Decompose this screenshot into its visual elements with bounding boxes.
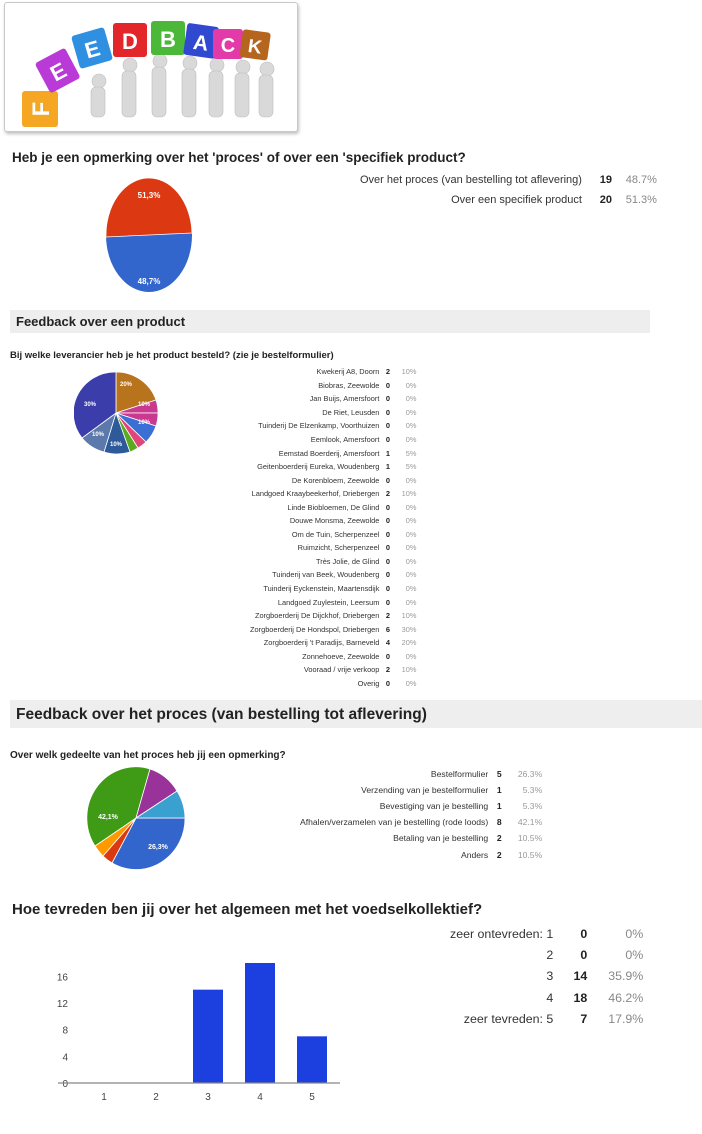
legend-row (300, 814, 542, 830)
question-satisfaction: Hoe tevreden ben jij over het algemeen met het voedselkollektief? (12, 901, 483, 918)
legend-pct: 17.9% (608, 1012, 644, 1027)
legend-pct: 0% (405, 502, 417, 512)
legend-label: Anders (460, 849, 489, 860)
legend-label: 2 (546, 948, 554, 963)
legend-count: 0 (385, 597, 390, 607)
legend-label: Geitenboerderij Eureka, Woudenberg (257, 462, 380, 472)
legend-pct: 0% (405, 421, 417, 431)
svg-text:K: K (246, 35, 264, 59)
legend-pct: 5.3% (522, 785, 543, 796)
legend-pct: 5.3% (522, 801, 543, 812)
legend-count: 2 (385, 489, 390, 499)
legend-row (450, 987, 643, 1008)
svg-text:42,1%: 42,1% (98, 814, 118, 821)
svg-text:51,3%: 51,3% (137, 191, 161, 200)
legend-pct: 30% (401, 624, 417, 634)
pie-chart-process-part (86, 766, 186, 870)
legend-count: 1 (496, 785, 502, 796)
legend-label: Bestelformulier (430, 769, 489, 780)
legend-label: Douwe Monsma, Zeewolde (289, 516, 380, 526)
question-process-or-product: Heb je een opmerking over het 'proces' of over een 'specifiek product? (12, 150, 466, 165)
legend-label: De Riet, Leusden (322, 407, 380, 417)
legend-pct: 10.5% (517, 833, 543, 844)
legend-count: 0 (385, 380, 390, 390)
legend-count: 18 (573, 990, 588, 1005)
x-tick-label: 2 (153, 1092, 159, 1103)
y-tick-label: 8 (62, 1025, 68, 1037)
legend-count: 14 (573, 969, 588, 984)
legend-pct: 10.5% (517, 849, 543, 860)
legend-pct: 0% (625, 926, 644, 941)
legend-row (250, 419, 416, 433)
legend-row (250, 622, 416, 636)
y-tick-label: 4 (62, 1052, 68, 1064)
bar (193, 990, 223, 1083)
svg-text:26,3%: 26,3% (148, 844, 168, 851)
legend-pct: 0% (405, 516, 417, 526)
legend-row (250, 636, 416, 650)
legend-row (300, 766, 542, 782)
question-process-part: Over welk gedeelte van het proces heb jij een opmerking? (10, 750, 286, 761)
legend-pct: 5% (405, 448, 417, 458)
legend-label: Kwekerij A8, Doorn (316, 367, 380, 377)
x-tick-label: 5 (309, 1092, 315, 1103)
legend-label: Biobras, Zeewolde (318, 380, 380, 390)
legend-label: Verzending van je bestelformulier (361, 785, 489, 796)
legend-pct: 0% (405, 584, 417, 594)
legend-label: Tuinderij Eyckenstein, Maartensdijk (263, 584, 380, 594)
legend-pct: 0% (405, 394, 417, 404)
legend-row (300, 846, 542, 862)
legend-row (250, 500, 416, 514)
legend-label: Eemstad Boerderij, Amersfoort (278, 448, 380, 458)
legend-label: Zonnehoeve, Zeewolde (302, 651, 380, 661)
legend-label: Tuinderij De Elzenkamp, Voorthuizen (258, 421, 380, 431)
bar (245, 963, 275, 1083)
legend-count: 0 (385, 543, 390, 553)
legend-label: Très Jolie, de Glind (316, 556, 380, 566)
legend-pct: 0% (405, 570, 417, 580)
legend-label: zeer tevreden: 5 (463, 1012, 554, 1027)
legend-label: Landgoed Zuylestein, Leersum (277, 597, 380, 607)
legend-row (250, 582, 416, 596)
svg-text:B: B (160, 27, 176, 52)
feedback-logo (4, 2, 298, 132)
svg-text:10%: 10% (137, 402, 151, 408)
legend-count: 0 (385, 435, 390, 444)
legend-count: 0 (385, 516, 390, 526)
legend-count: 0 (385, 421, 390, 431)
legend-count: 0 (385, 678, 390, 688)
legend-label: Jan Buijs, Amersfoort (309, 394, 380, 404)
svg-text:20%: 20% (119, 382, 133, 388)
legend-label: Bevestiging van je bestelling (379, 801, 489, 812)
legend-row (250, 446, 416, 460)
legend-label: De Korenbloem, Zeewolde (291, 475, 380, 485)
legend-table-q3 (300, 766, 542, 863)
legend-pct: 10% (401, 611, 417, 621)
question-supplier: Bij welke leverancier heb je het product besteld? (zie je bestelformulier) (10, 350, 334, 361)
legend-row (300, 830, 542, 846)
legend-label: Landgoed Kraaybeekerhof, Driebergen (251, 489, 380, 499)
svg-text:D: D (122, 29, 138, 54)
legend-row (450, 966, 643, 987)
legend-label: Ruimzicht, Scherpenzeel (297, 543, 380, 553)
legend-pct: 0% (405, 529, 417, 539)
legend-count: 0 (385, 407, 390, 417)
legend-row (450, 944, 643, 965)
legend-pct: 42.1% (517, 817, 543, 828)
legend-label: Eemlook, Amersfoort (310, 435, 380, 444)
svg-text:48,7%: 48,7% (137, 277, 161, 286)
legend-row (250, 649, 416, 663)
legend-label: 3 (546, 969, 554, 984)
legend-row (250, 433, 416, 447)
legend-row (250, 663, 416, 677)
pie-chart-supplier (74, 372, 158, 454)
legend-pct: 26.3% (517, 769, 543, 780)
legend-row (250, 528, 416, 542)
legend-pct: 5% (405, 462, 417, 472)
svg-text:10%: 10% (91, 432, 105, 438)
legend-label: 4 (546, 990, 554, 1005)
legend-label: Linde Biobloemen, De Glind (287, 502, 380, 512)
legend-count: 7 (580, 1012, 588, 1027)
legend-count: 2 (385, 611, 390, 621)
legend-pct: 10% (401, 489, 417, 499)
legend-pct: 46.2% (608, 990, 644, 1005)
legend-row (250, 487, 416, 501)
legend-row (250, 555, 416, 569)
legend-row (250, 595, 416, 609)
svg-text:A: A (191, 30, 210, 56)
x-tick-label: 4 (257, 1092, 263, 1103)
y-tick-label: 0 (62, 1079, 68, 1090)
legend-pct: 0% (405, 651, 417, 661)
legend-row (250, 609, 416, 623)
legend-count: 0 (385, 651, 390, 661)
legend-count: 2 (496, 833, 502, 844)
bar (297, 1036, 327, 1083)
svg-text:10%: 10% (109, 442, 123, 448)
x-tick-label: 3 (205, 1092, 211, 1103)
legend-pct: 0% (405, 435, 417, 444)
legend-count: 0 (385, 502, 390, 512)
legend-count: 1 (385, 448, 390, 458)
legend-row (250, 677, 416, 691)
legend-row: Over het proces (van bestelling tot aflevering) 19 48.7% (360, 174, 657, 186)
legend-row (250, 406, 416, 420)
legend-row (250, 568, 416, 582)
legend-pct: 0% (405, 475, 417, 485)
section-header-process: Feedback over het proces (van bestelling tot aflevering) (10, 700, 702, 728)
legend-label: Zorgboerderij De Hondspol, Driebergen (250, 624, 380, 634)
bar-chart-satisfaction (20, 950, 360, 1134)
legend-row (250, 514, 416, 528)
legend-pct: 10% (401, 665, 417, 675)
legend-label: zeer ontevreden: 1 (450, 926, 554, 941)
legend-count: 0 (385, 556, 390, 566)
legend-count: 2 (385, 665, 390, 675)
legend-table-q4 (450, 923, 643, 1030)
legend-row (250, 473, 416, 487)
legend-label: Zorgboerderij De Dijckhof, Driebergen (254, 611, 380, 621)
legend-count: 1 (385, 462, 390, 472)
legend-pct: 0% (405, 678, 417, 688)
legend-label: Vooraad / vrije verkoop (303, 665, 380, 675)
legend-pct: 0% (405, 407, 417, 417)
svg-text:F: F (28, 101, 55, 117)
legend-count: 1 (496, 801, 502, 812)
legend-row (250, 541, 416, 555)
section-header-product: Feedback over een product (10, 310, 650, 333)
legend-row (250, 365, 416, 379)
feedback-logo-image (5, 3, 297, 131)
svg-text:10%: 10% (137, 420, 151, 426)
legend-pct: 20% (401, 638, 417, 648)
legend-label: Afhalen/verzamelen van je bestelling (rode loods) (300, 817, 489, 828)
legend-row: Over een specifiek product 20 51.3% (451, 194, 657, 206)
legend-row (450, 923, 643, 944)
legend-row (300, 782, 542, 798)
legend-count: 2 (496, 849, 502, 860)
x-tick-label: 1 (101, 1092, 107, 1103)
legend-pct: 35.9% (608, 969, 644, 984)
legend-pct: 0% (405, 543, 417, 553)
legend-count: 8 (496, 817, 502, 828)
legend-row (300, 798, 542, 814)
legend-count: 0 (580, 926, 588, 941)
legend-pct: 10% (401, 367, 417, 377)
pie-chart-process-vs-product (104, 176, 194, 294)
y-tick-label: 12 (56, 999, 68, 1010)
legend-row (250, 460, 416, 474)
svg-text:E: E (45, 57, 71, 87)
legend-row (250, 392, 416, 406)
legend-count: 4 (385, 638, 390, 648)
legend-table-q1 (360, 170, 657, 210)
legend-row (450, 1009, 643, 1030)
svg-text:C: C (220, 35, 236, 57)
legend-table-q2 (250, 365, 416, 690)
legend-row (250, 379, 416, 393)
legend-count: 0 (385, 394, 390, 404)
legend-count: 2 (385, 367, 390, 377)
legend-label: Betaling van je bestelling (393, 833, 489, 844)
legend-pct: 0% (405, 597, 417, 607)
legend-label: Overig (357, 678, 380, 688)
legend-count: 6 (385, 624, 390, 634)
legend-count: 0 (385, 475, 390, 485)
legend-count: 5 (496, 769, 502, 780)
svg-text:E: E (81, 35, 103, 64)
legend-pct: 0% (405, 380, 417, 390)
legend-label: Tuinderij van Beek, Woudenberg (272, 570, 380, 580)
legend-label: Zorgboerderij 't Paradijs, Barneveld (263, 638, 380, 648)
legend-count: 0 (385, 529, 390, 539)
legend-pct: 0% (405, 556, 417, 566)
legend-count: 0 (580, 948, 588, 963)
legend-pct: 0% (625, 948, 644, 963)
y-tick-label: 16 (56, 972, 68, 984)
legend-count: 0 (385, 584, 390, 594)
svg-text:30%: 30% (83, 402, 97, 408)
legend-label: Om de Tuin, Scherpenzeel (291, 529, 380, 539)
legend-count: 0 (385, 570, 390, 580)
